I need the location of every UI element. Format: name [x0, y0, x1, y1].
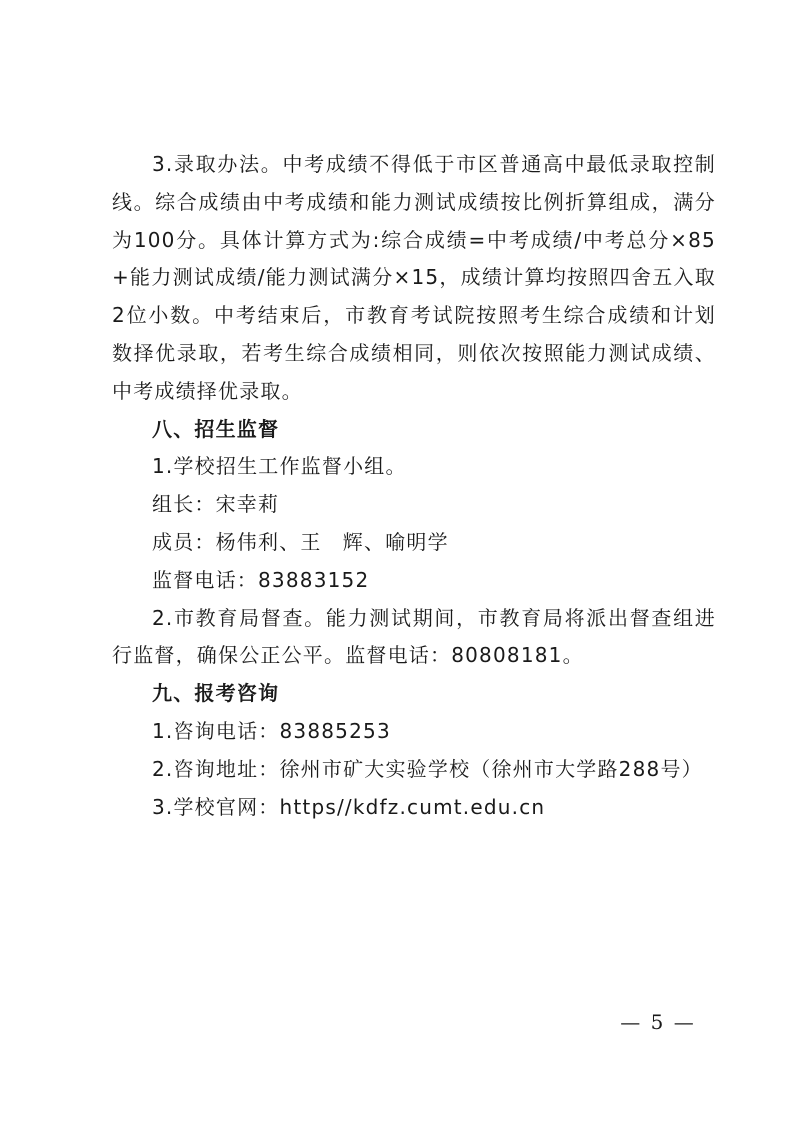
group-leader-line: 组长：宋幸莉 [152, 492, 280, 517]
page-number: — 5 — [620, 1010, 696, 1034]
supervision-phone-line: 监督电话：83883152 [152, 567, 370, 592]
consultation-address-line: 2.咨询地址：徐州市矿大实验学校（徐州市大学路288号） [152, 756, 703, 781]
admission-method-paragraph: 3.录取办法。中考成绩不得低于市区普通高中最低录取控制线。综合成绩由中考成绩和能力测试成绩按比例折算组成，满分为100分。具体计算方式为:综合成绩=中考成绩/中考总分×85+能力测试成绩/能力测试满分×15，成绩计算均按照四舍五入取2位小数。中考结束后，市教育考试院按照考生综合成绩和计划数择优录取，若考生综合成绩相同，则依次按照能力测试成绩、中考成绩择优录取。 [112, 152, 716, 403]
section-heading-consultation: 九、报考咨询 [152, 681, 280, 706]
consultation-phone-line: 1.咨询电话：83885253 [152, 718, 391, 743]
document-body [112, 146, 716, 826]
section-heading-supervision: 八、招生监督 [152, 416, 280, 441]
group-members-line: 成员：杨伟利、王 辉、喻明学 [152, 529, 449, 554]
bureau-inspection-paragraph: 2.市教育局督查。能力测试期间，市教育局将派出督查组进行监督，确保公正公平。监督电话：80808181。 [112, 605, 716, 668]
school-website-line: 3.学校官网：https//kdfz.cumt.edu.cn [152, 794, 546, 819]
supervision-group-item: 1.学校招生工作监督小组。 [152, 454, 407, 479]
